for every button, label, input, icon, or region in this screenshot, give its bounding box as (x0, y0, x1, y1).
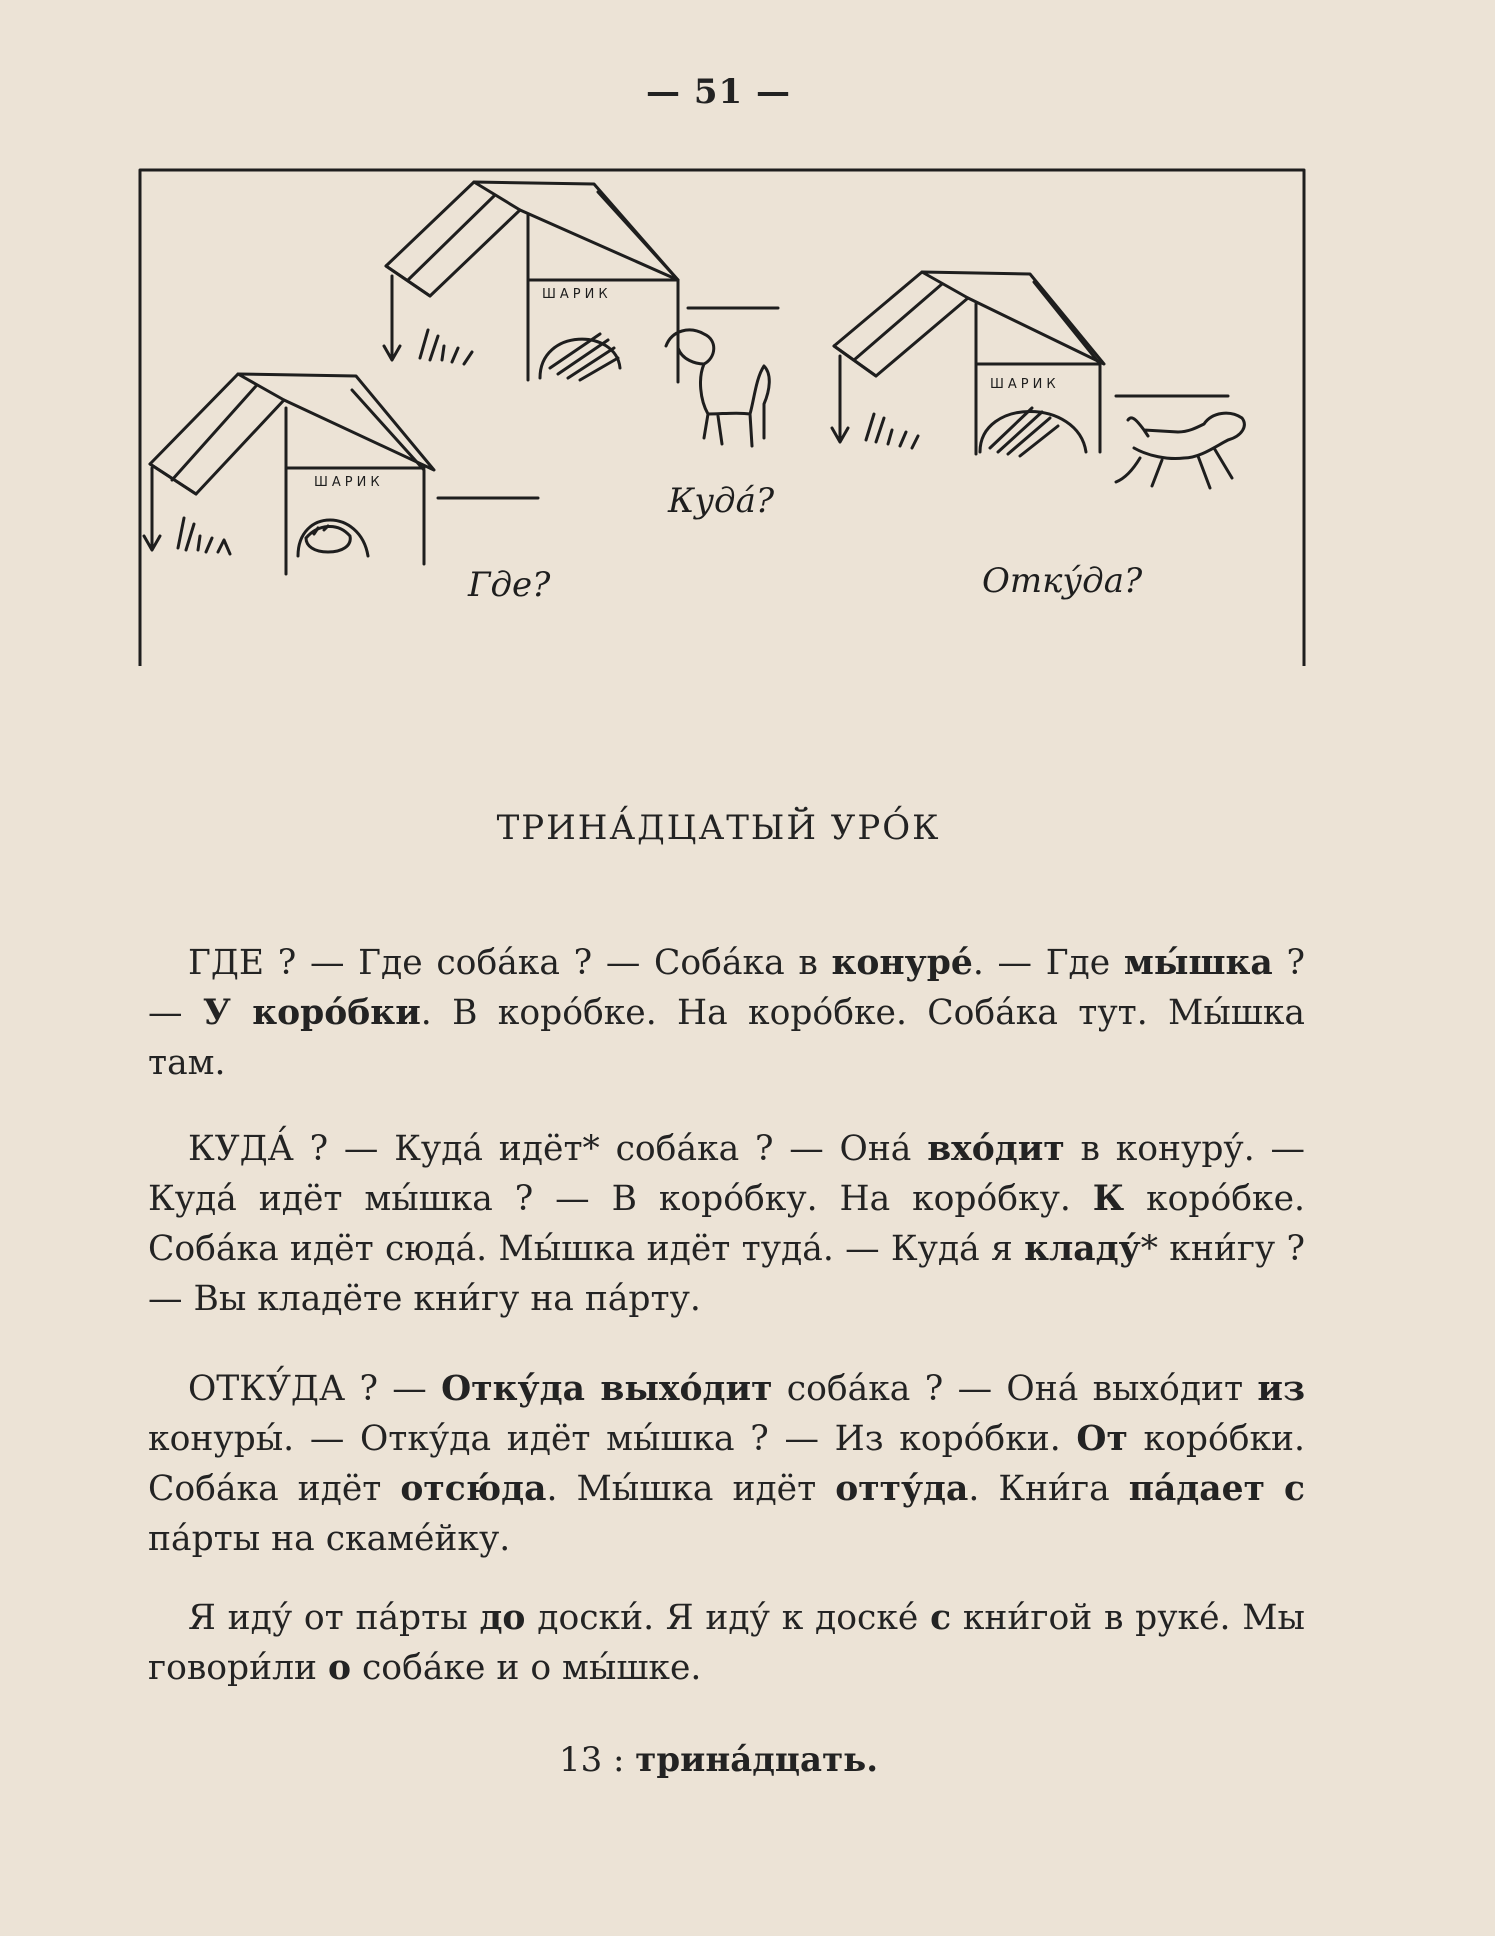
caption-where: Где? (468, 565, 551, 605)
paragraph-where: ГДЕ ? — Где соба́ка ? — Соба́ка в конуре́. — Где мы́шка ? — У коро́бки. В коро́бке. На коро́бке. Соба́ка тут. Мы́шка там. (148, 943, 1305, 1083)
kennel-where-from (832, 272, 1244, 488)
footnote-separator: : (613, 1740, 625, 1780)
caption-where-to: Куда́? (668, 481, 775, 521)
kennel-label-1: ШАРИК (314, 475, 384, 490)
number-footnote (0, 1740, 1437, 1780)
paragraph-prepositions: Я иду́ от па́рты до доски́. Я иду́ к доске́ с кни́гой в руке́. Мы говори́ли о соба́ке и о мы́шке. (148, 1598, 1305, 1688)
caption-where-from: Отку́да? (982, 561, 1143, 601)
kennel-where (144, 374, 538, 574)
footnote-word: трина́дцать. (635, 1740, 879, 1780)
lesson-title: ТРИНА́ДЦАТЫЙ УРО́К (496, 808, 941, 848)
kennel-label-2: ШАРИК (542, 287, 612, 302)
footnote-number: 13 (558, 1740, 603, 1780)
kennel-where-to (384, 182, 778, 446)
paragraph-where-to: КУДА́ ? — Куда́ идёт* соба́ка ? — Она́ вхо́дит в конуру́. — Куда́ идёт мы́шка ? — В коро́бку. На коро́бку. К коро́бке. Соба́ка идёт сюда́. Мы́шка идёт туда́. — Куда́ я кладу́* кни́гу ? — Вы кладёте кни́гу на па́рту. (148, 1129, 1306, 1319)
page-number: — 51 — (646, 72, 791, 112)
kennels-illustration (138, 168, 1306, 666)
kennel-label-3: ШАРИК (990, 377, 1060, 392)
paragraph-where-from: ОТКУ́ДА ? — Отку́да выхо́дит соба́ка ? — Она́ выхо́дит из конуры́. — Отку́да идёт мы́шка ? — Из коро́бки. От коро́бки. Соба́ка идёт отсю́да. Мы́шка идёт отту́да. Кни́га па́дает с па́рты на скаме́йку. (148, 1369, 1306, 1559)
